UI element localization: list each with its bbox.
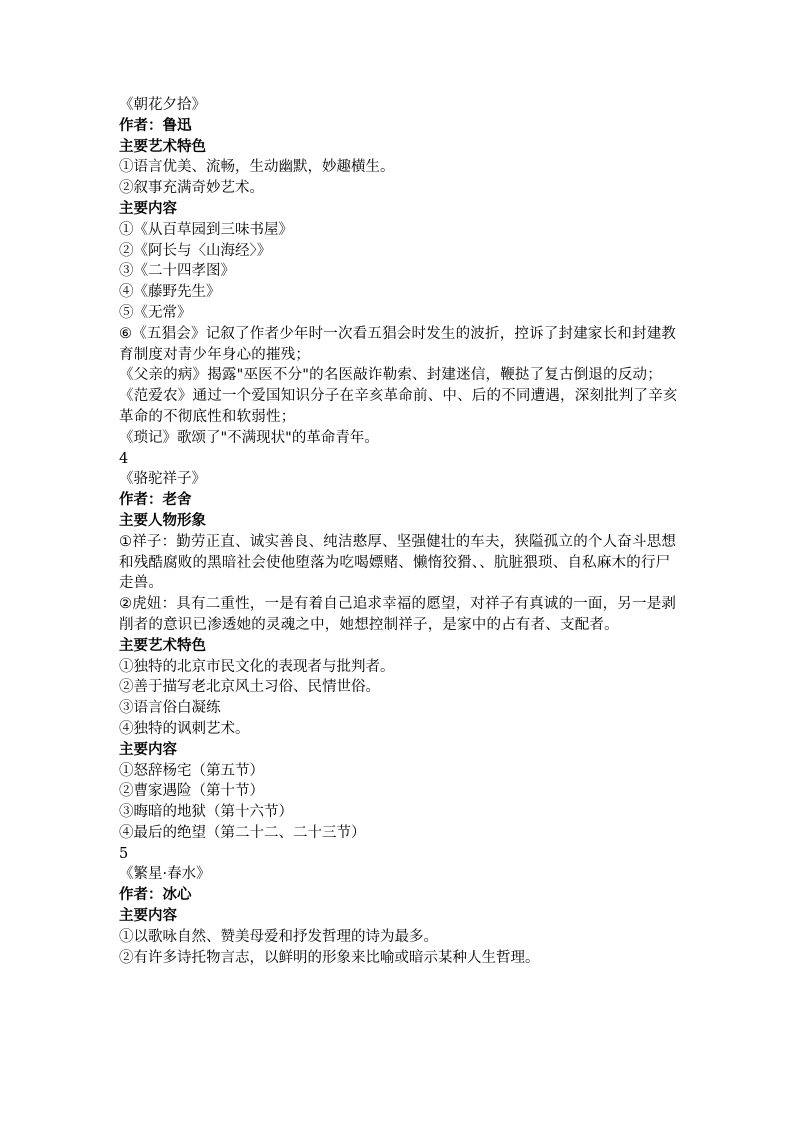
book-title: 《骆驼祥子》 [119, 471, 206, 488]
list-item: ②曹家遇险（第十节） [119, 783, 264, 800]
paragraph: ①祥子：勤劳正直、诚实善良、纯洁憨厚、坚强健壮的车夫，狭隘孤立的个人奋斗思想和残酷腐败的黑暗社会使他堕落为吃喝嫖赌、懒惰狡猾、、肮脏猥琐、自私麻木的行尸走兽。 [119, 533, 677, 592]
list-item: ④《藤野先生》 [119, 284, 221, 301]
section-heading: 主要人物形象 [119, 512, 206, 529]
paragraph: ②虎妞：具有二重性，一是有着自己追求幸福的愿望，对祥子有真诚的一面，另一是剥削者的意识已渗透她的灵魂之中，她想控制祥子，是家中的占有者、支配者。 [119, 596, 677, 633]
author-line: 作者：老舍 [119, 492, 192, 509]
list-item: ②叙事充满奇妙艺术。 [119, 180, 264, 197]
section-number: 4 [119, 450, 129, 467]
book-title: 《朝花夕拾》 [119, 97, 206, 113]
list-item: ①独特的北京市民文化的表现者与批判者。 [119, 658, 395, 675]
list-item: ①《从百草园到三味书屋》 [119, 221, 293, 238]
paragraph: 《琐记》歌颂了"不满现状"的革命青年。 [119, 429, 379, 446]
list-item: ①怒辞杨宅（第五节） [119, 762, 264, 779]
list-item: ④最后的绝望（第二十二、二十三节） [119, 824, 366, 841]
list-item: ⑤《无常》 [119, 304, 192, 321]
list-item: ②有许多诗托物言志，以鲜明的形象来比喻或暗示某种人生哲理。 [119, 949, 540, 966]
section-heading: 主要艺术特色 [119, 138, 206, 155]
list-item: ③《二十四孝图》 [119, 263, 235, 280]
list-item: ②善于描写老北京风土习俗、民情世俗。 [119, 679, 380, 696]
paragraph: ⑥《五猖会》记叙了作者少年时一次看五猖会时发生的波折，控诉了封建家长和封建教育制度对青少年身心的摧残； [119, 325, 677, 363]
paragraph: 《范爱农》通过一个爱国知识分子在辛亥革命前、中、后的不同遭遇，深刻批判了辛亥 革命的不彻底性和软弱性； [119, 388, 678, 425]
author-line: 作者：鲁迅 [119, 117, 192, 134]
list-item: ③语言俗白凝练 [119, 700, 221, 717]
section-heading: 主要艺术特色 [119, 637, 206, 654]
paragraph: 《父亲的病》揭露"巫医不分"的名医敲诈勒索、封建迷信，鞭挞了复古倒退的反动； [119, 367, 662, 384]
document-page [119, 95, 679, 968]
section-heading: 主要内容 [119, 741, 177, 758]
list-item: ③晦暗的地狱（第十六节） [119, 804, 293, 821]
book-title: 《繁星·春水》 [119, 866, 211, 883]
list-item: ①语言优美、流畅，生动幽默，妙趣横生。 [119, 159, 395, 176]
section-heading: 主要内容 [119, 200, 177, 217]
author-line: 作者：冰心 [119, 887, 192, 904]
list-item: ②《阿长与〈山海经〉》 [119, 242, 272, 259]
list-item: ①以歌咏自然、赞美母爱和抒发哲理的诗为最多。 [119, 928, 438, 945]
section-heading: 主要内容 [119, 908, 177, 925]
list-item: ④独特的讽刺艺术。 [119, 720, 250, 737]
section-number: 5 [119, 845, 129, 862]
